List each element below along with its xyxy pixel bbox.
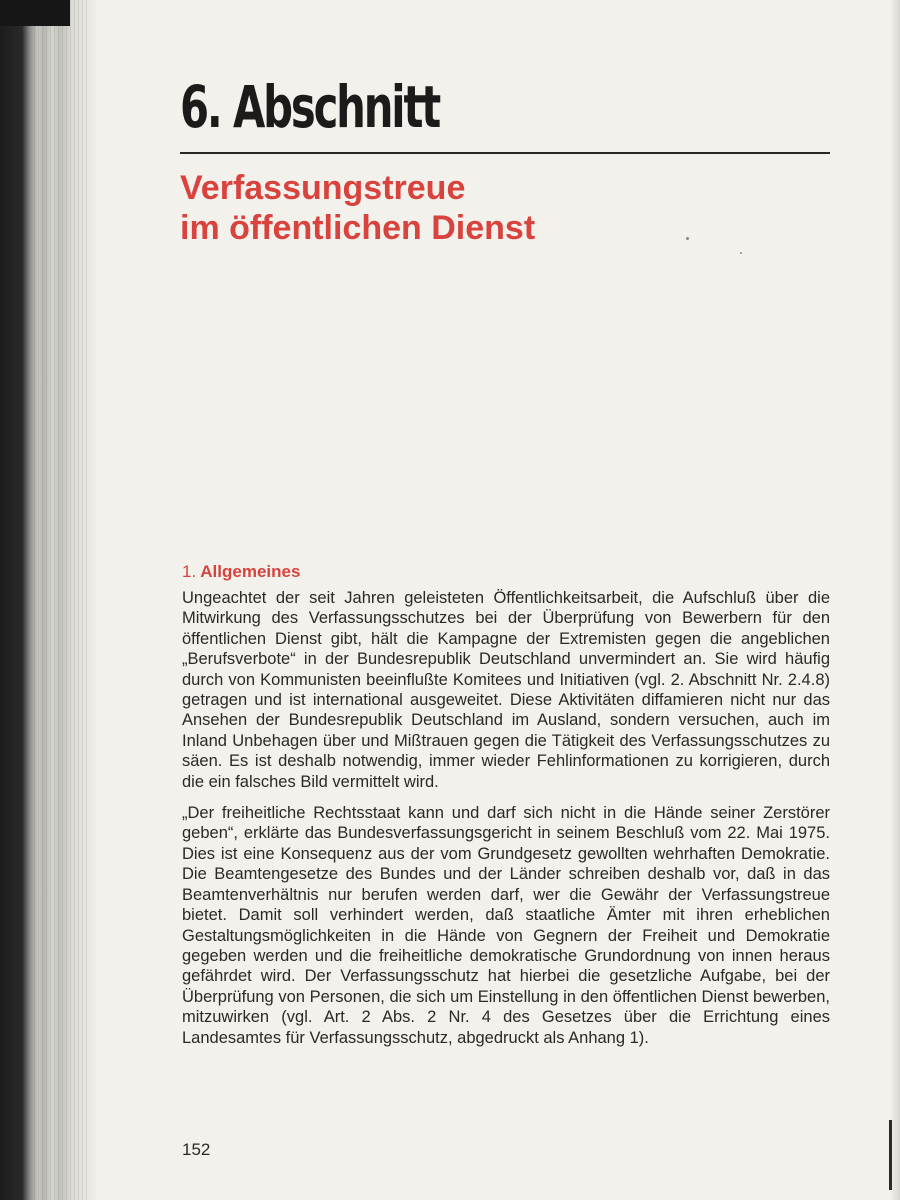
paragraph-1: Ungeachtet der seit Jahren geleisteten Öffentlichkeitsarbeit, die Aufschluß über die Mitwirkung des Verfassungsschutzes bei der Überprüfung von Bewerbern für den öffentlichen Dienst gibt, hält die Kampagne der Extremisten gegen die angeblichen „Berufsverbote“ in der Bundesrepublik Deutschland unvermindert an. Sie wird häufig durch von Kommunisten beeinflußte Komitees und Initiativen (vgl. 2. Abschnitt Nr. 2.4.8) getragen und ist international ausgeweitet. Diese Aktivitäten diffamieren nicht nur das Ansehen der Bundesrepublik Deutschland im Ausland, sondern versuchen, auch im Inland Unbehagen über und Mißtrauen gegen die Tätigkeit des Verfassungsschutzes zu säen. Es ist deshalb notwendig, immer wieder Fehlinformationen zu korrigieren, durch die ein falsches Bild vermittelt wird. — [182, 589, 830, 791]
body-content — [182, 562, 830, 1048]
section-heading: 6. Abschnitt — [180, 73, 440, 141]
right-edge-mark — [889, 1120, 892, 1190]
chapter-title-line-1: Verfassungstreue — [180, 169, 466, 207]
page-number: 152 — [182, 1140, 211, 1159]
heading-rule — [180, 152, 830, 154]
scan-corner-shadow — [0, 0, 70, 26]
subsection-title: Allgemeines — [200, 562, 301, 581]
chapter-title-line-2: im öffentlichen Dienst — [180, 209, 536, 247]
chapter-title — [180, 168, 535, 248]
scan-speck — [686, 237, 689, 240]
scan-speck — [740, 252, 742, 254]
subsection-number: 1. — [182, 562, 197, 581]
right-page-shadow — [890, 0, 900, 1200]
book-binding-edge — [0, 0, 96, 1200]
paragraph-2: „Der freiheitliche Rechtsstaat kann und darf sich nicht in die Hände seiner Zerstörer geben“, erklärte das Bundesverfassungsgericht in seinem Beschluß vom 22. Mai 1975. Dies ist eine Konsequenz aus der vom Grundgesetz gewollten wehrhaften Demokratie. Die Beamtengesetze des Bundes und der Länder schreiben deshalb vor, daß in das Beamtenverhältnis nur berufen werden darf, wer die Gewähr der Verfassungstreue bietet. Damit soll verhindert werden, daß staatliche Ämter mit ihren erheblichen Gestaltungsmöglichkeiten in die Hände von Gegnern der Freiheit und Demokratie gegeben werden und die freiheitliche demokratische Grundordnung von innen heraus gefährdet wird. Der Verfassungsschutz hat hierbei die gesetzliche Aufgabe, bei der Überprüfung von Personen, die sich um Einstellung in den öffentlichen Dienst bewerben, mitzuwirken (vgl. Art. 2 Abs. 2 Nr. 4 des Gesetzes über die Errichtung eines Landesamtes für Verfassungsschutz, abgedruckt als Anhang 1). — [182, 804, 830, 1047]
subsection-heading — [182, 562, 830, 582]
